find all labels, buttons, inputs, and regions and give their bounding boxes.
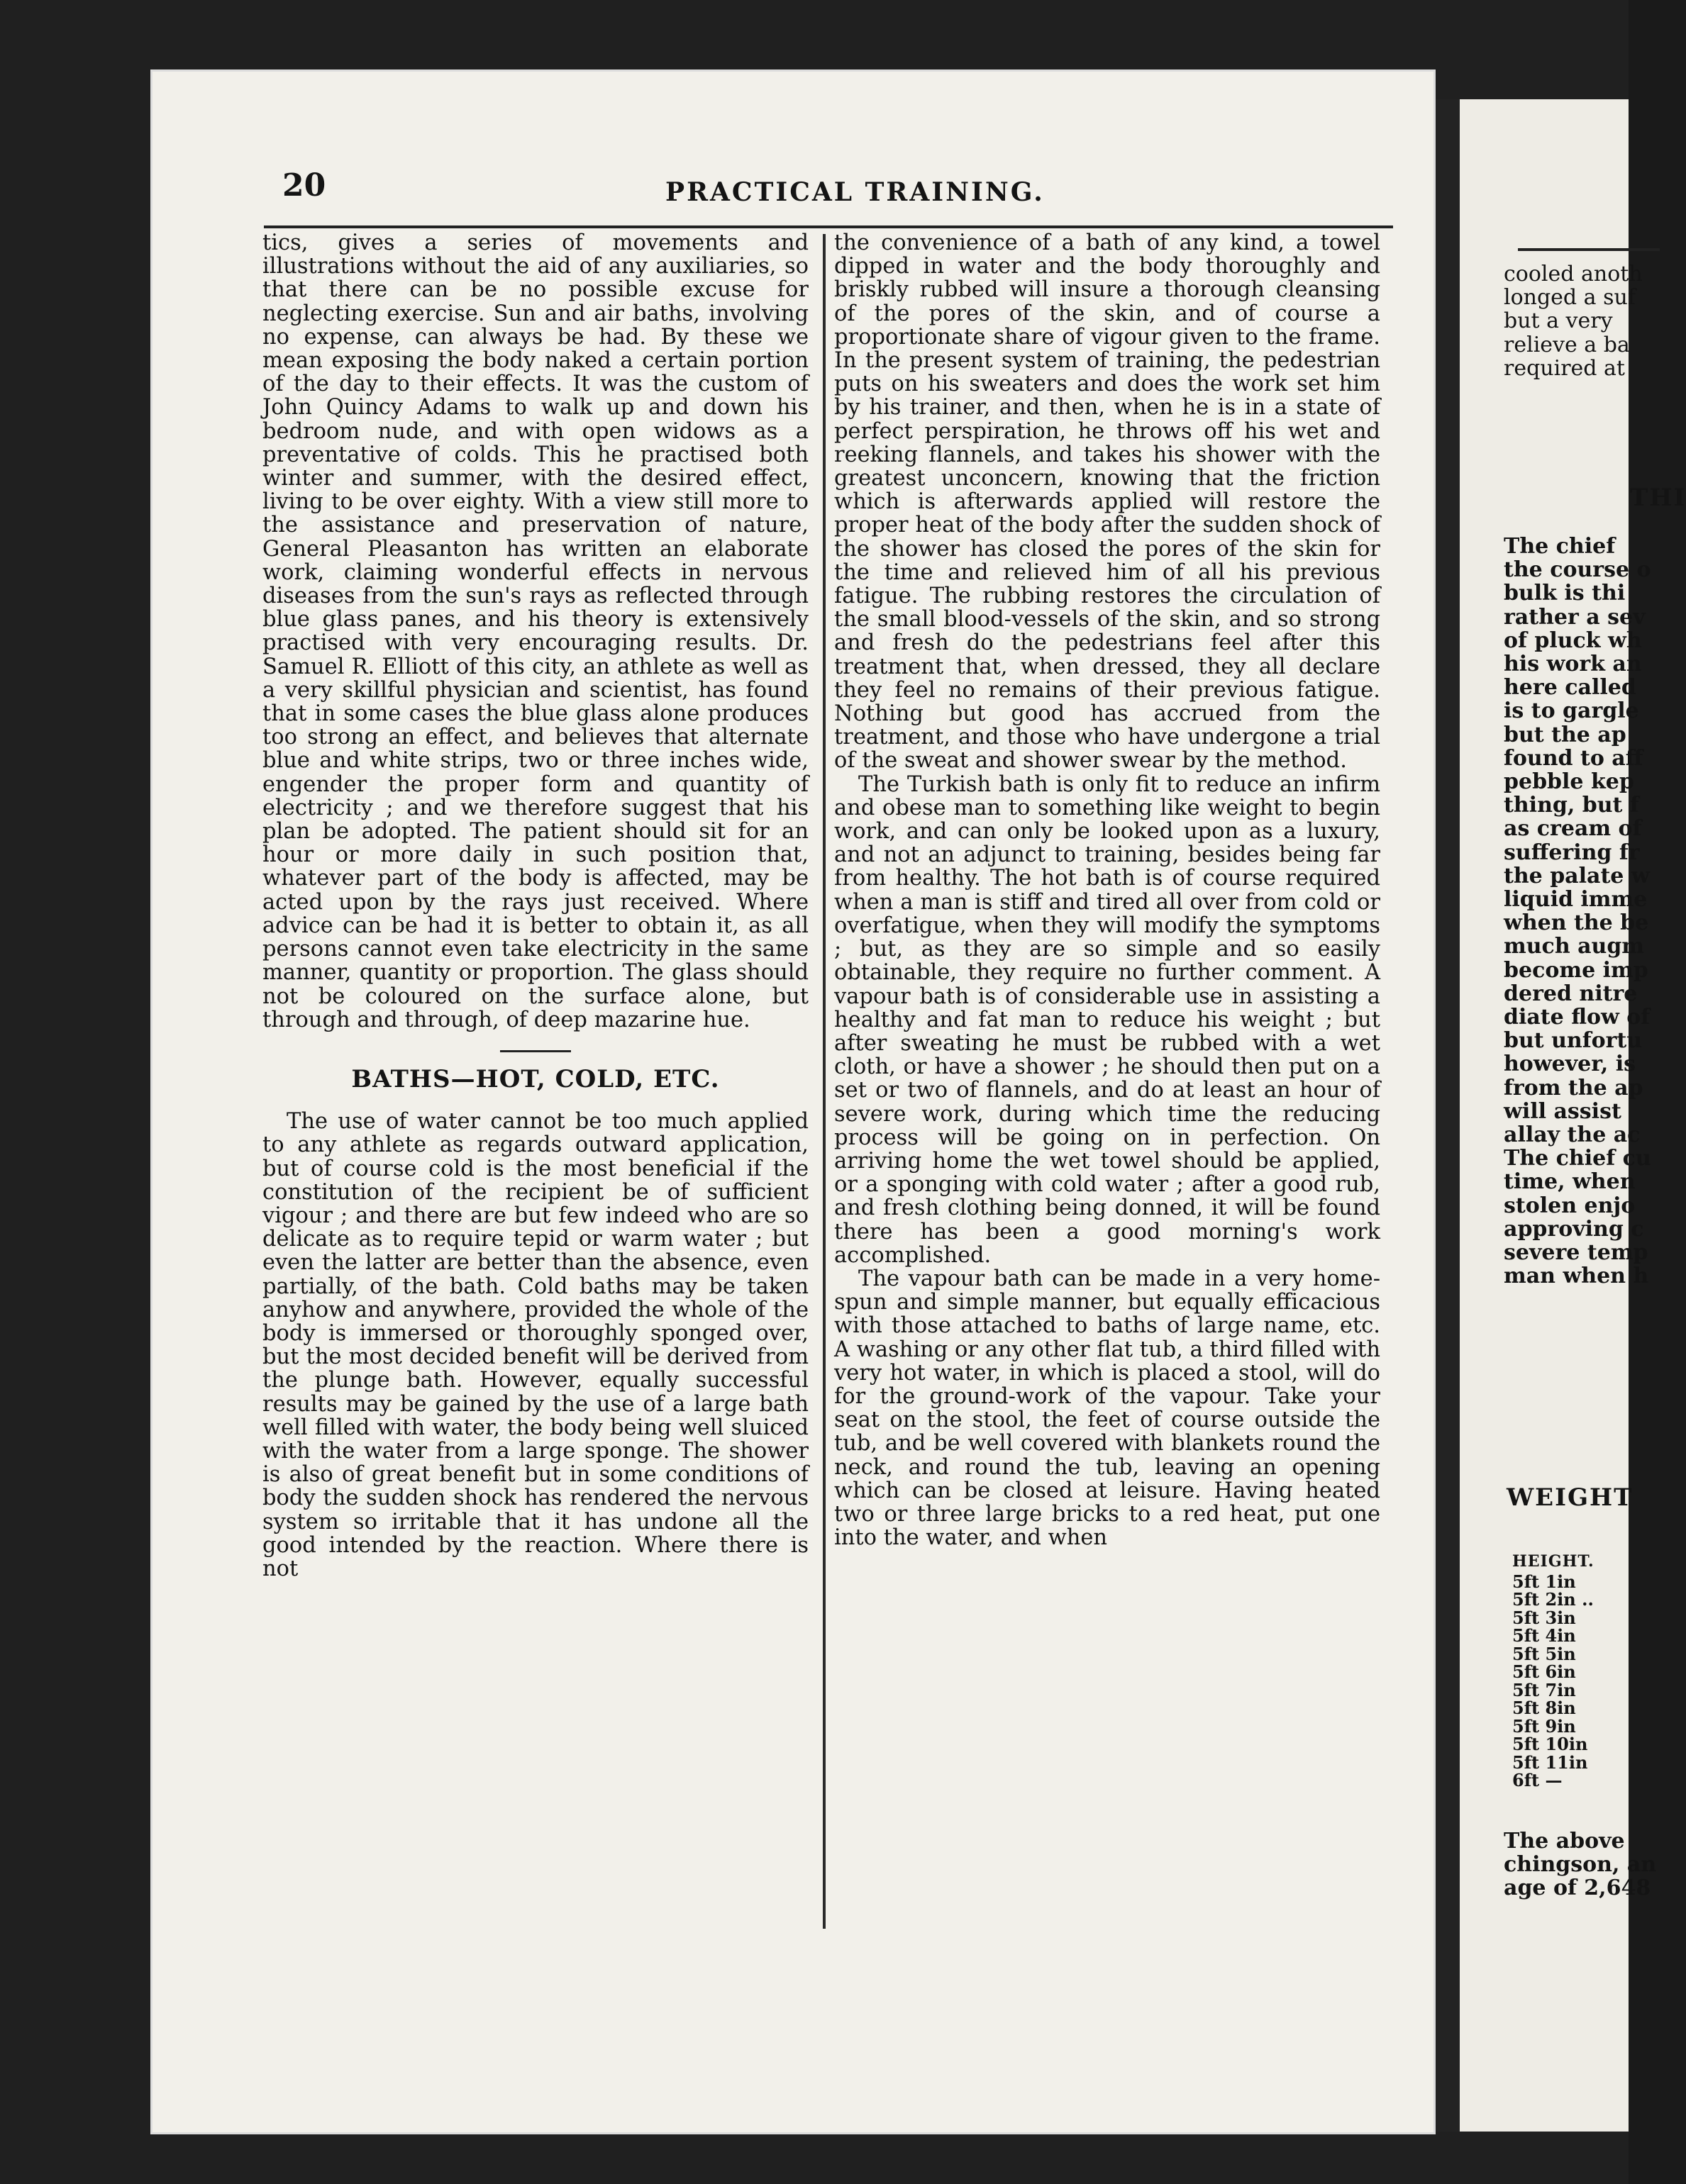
right-column	[834, 231, 1380, 1549]
paragraph-use-of-water: The use of water cannot be too much applied to any athlete as regards outward application, but of course cold is the most beneficial if the constitution of the recipient be of sufficient vigour ; and there are but few indeed who are so delicate as to require tepid or warm water ; but even the latter are better than the absence, even partially, of the bath. Cold baths may be taken anyhow and anywhere, provided the whole of the body is immersed or thoroughly sponged over, but the most decided benefit will be derived from the plunge bath. However, equally successful results may be gained by the use of a large bath well filled with water, the body being well sluiced with the water from a large sponge. The shower is also of great benefit but in some conditions of body the sudden shock has rendered the nervous system so irritable that it has undone all the good intended by the reaction. Where there is not	[262, 1109, 809, 1581]
text-line: stolen enjo	[1504, 1193, 1636, 1218]
adjacent-top-text	[1504, 262, 1660, 380]
text-line: diate flow of	[1504, 1005, 1651, 1030]
table-row: 5ft 3in	[1512, 1607, 1576, 1628]
text-line: found to aff	[1504, 745, 1643, 771]
text-line: The chief	[1504, 534, 1616, 559]
adjacent-heading-2: WEIGHT	[1507, 1483, 1634, 1512]
text-line: but a very	[1504, 308, 1613, 334]
table-row: 5ft 9in	[1512, 1715, 1576, 1737]
table-row: 5ft 1in	[1512, 1571, 1576, 1592]
text-line: the palate w	[1504, 863, 1650, 888]
text-line: but unfortu	[1504, 1028, 1643, 1054]
adjacent-bottom-text	[1504, 1829, 1660, 1900]
text-line: age of 2,648	[1504, 1876, 1651, 1901]
table-row: 5ft 4in	[1512, 1625, 1576, 1646]
text-line: much augm	[1504, 934, 1645, 959]
text-line: from the ap	[1504, 1075, 1643, 1101]
text-line: suffering fr	[1504, 840, 1640, 865]
table-header: HEIGHT.	[1512, 1552, 1595, 1571]
text-line: relieve a ba	[1504, 332, 1630, 357]
paragraph-sun-air-baths: tics, gives a series of movements and illustrations without the aid of any auxiliaries, so that there can be no possible excuse for neglecting exercise. Sun and air baths, involving no expense, can always be had. By these we mean exposing the body naked a certain portion of the day to their effects. It was the custom of John Quincy Adams to walk up and down his bedroom nude, and with open widows as a preventative of colds. This he practised both winter and summer, with the desired effect, living to be over eighty. With a view still more to the assistance and preservation of nature, General Pleasanton has written an elaborate work, claiming wonderful effects in nervous diseases from the sun's rays as reflected through blue glass panes, and his theory is extensively practised with very encouraging results. Dr. Samuel R. Elliott of this city, an athlete as well as a very skillful physician and scientist, has found that in some cases the blue glass alone produces too strong an effect, and believes that alternate blue and white strips, two or three inches wide, engender the proper form and quantity of electricity ; and we therefore suggest that his plan be adopted. The patient should sit for an hour or more daily in such position that, whatever part of the body is affected, may be acted upon by the rays just received. Where advice can be had it is better to obtain it, as all persons cannot even take electricity in the same manner, quantity or proportion. The glass should not be coloured on the surface alone, but through and through, of deep mazarine hue.	[262, 230, 809, 1032]
text-line: dered nitre	[1504, 981, 1638, 1006]
paragraph-vapour-bath: The vapour bath can be made in a very home-spun and simple manner, but equally efficacious with those attached to baths of large name, etc. A washing or any other flat tub, a third filled with very hot water, in which is placed a stool, will do for the ground-work of the vapour. Take your seat on the stool, the feet of course outside the tub, and be well covered with blankets round the neck, and round the tub, leaving an opening which can be closed at leisure. Having heated two or three large bricks to a red heat, put one into the water, and when	[834, 1266, 1380, 1551]
text-line: will assist	[1504, 1098, 1621, 1124]
text-line: severe temp	[1504, 1240, 1648, 1266]
section-divider	[500, 1050, 571, 1052]
text-line: rather a sev	[1504, 604, 1646, 630]
text-line: but the ap	[1504, 722, 1626, 747]
text-line: as cream of	[1504, 816, 1642, 842]
text-line: The above	[1504, 1829, 1625, 1854]
text-line: here called	[1504, 675, 1636, 701]
adjacent-header-rule	[1518, 248, 1660, 251]
text-line: allay the ac	[1504, 1122, 1641, 1148]
paragraph-turkish-bath: The Turkish bath is only fit to reduce an infirm and obese man to something like weight to begin work, and can only be looked upon as a luxury, and not an adjunct to training, besides being far from healthy. The hot bath is of course required when a man is stiff and tired all over from cold or overfatigue, when they will modify the symptoms ; but, as they are so simple and so easily obtainable, they require no further comment. A vapour bath is of considerable use in assisting a healthy and fat man to reduce his weight ; but after sweating he must be rubbed with a wet cloth, or have a shower ; he should then put on a set or two of flannels, and do at least an hour of severe work, during which time the reducing process will be going on in perfection. On arriving home the wet towel should be applied, or a sponging with cold water ; after a good rub, and fresh clothing being donned, it will be found there has been a good morning's work accomplished.	[834, 771, 1380, 1268]
text-line: required at	[1504, 355, 1625, 381]
table-row: 5ft 7in	[1512, 1679, 1576, 1700]
height-weight-table	[1512, 1553, 1595, 1790]
text-line: his work an	[1504, 652, 1642, 677]
column-divider	[823, 234, 826, 1929]
table-row: 5ft 10in	[1512, 1734, 1588, 1754]
text-line: longed a suf	[1504, 285, 1636, 311]
adjacent-page	[1436, 99, 1686, 2132]
text-line: bulk is thi	[1504, 581, 1626, 606]
running-head	[282, 167, 1389, 217]
table-row: 5ft 2in ..	[1512, 1589, 1594, 1610]
text-line: man when h	[1504, 1264, 1649, 1289]
text-line: when the be	[1504, 910, 1649, 936]
text-line: cooled anoth	[1504, 262, 1643, 286]
table-row: 5ft 5in	[1512, 1643, 1576, 1664]
text-line: pebble kep	[1504, 769, 1634, 795]
page-number: 20	[282, 167, 326, 204]
text-line: is to gargle	[1504, 698, 1639, 724]
table-row: 6ft —	[1512, 1770, 1563, 1790]
table-row: 5ft 11in	[1512, 1751, 1588, 1773]
left-column	[262, 231, 809, 1581]
text-line: The chief cu	[1504, 1146, 1651, 1171]
text-line: time, when	[1504, 1169, 1636, 1195]
text-line: chingson, an	[1504, 1852, 1657, 1878]
paragraph-towel-rub: the convenience of a bath of any kind, a towel dipped in water and the body thoroughly and briskly rubbed will insure a thorough cleansing of the pores of the skin, and of course a proportionate share of vigour given to the frame. In the present system of training, the pedestrian puts on his sweaters and does the work set him by his trainer, and then, when he is in a state of perfect perspiration, he throws off his wet and reeking flannels, and takes his shower with the greatest unconcern, knowing that the friction which is afterwards applied will restore the proper heat of the body after the sudden shock of the shower has closed the pores of the skin for the time and relieved him of all his previous fatigue. The rubbing restores the circulation of the small blood-vessels of the skin, and so strong and fresh do the pedestrians feel after this treatment that, when dressed, they all declare they feel no remains of their previous fatigue. Nothing but good has accrued from the treatment, and those who have undergone a trial of the sweat and shower swear by the method.	[834, 230, 1380, 774]
text-line: become imp	[1504, 957, 1648, 983]
table-row: 5ft 8in	[1512, 1698, 1576, 1718]
adjacent-mid-text	[1504, 535, 1660, 1288]
text-line: the course o	[1504, 557, 1651, 583]
header-rule	[264, 225, 1393, 228]
text-line: liquid imme	[1504, 887, 1648, 913]
adjacent-heading-1: THI	[1630, 484, 1686, 512]
page-title: PRACTICAL TRAINING.	[665, 177, 1045, 207]
table-row: 5ft 6in	[1512, 1661, 1576, 1682]
text-line: approving c	[1504, 1216, 1644, 1242]
text-line: of pluck wh	[1504, 628, 1642, 653]
section-heading-baths: BATHS—HOT, COLD, ETC.	[351, 1064, 720, 1093]
text-line: thing, but f	[1504, 793, 1639, 818]
text-line: however, is	[1504, 1052, 1636, 1077]
